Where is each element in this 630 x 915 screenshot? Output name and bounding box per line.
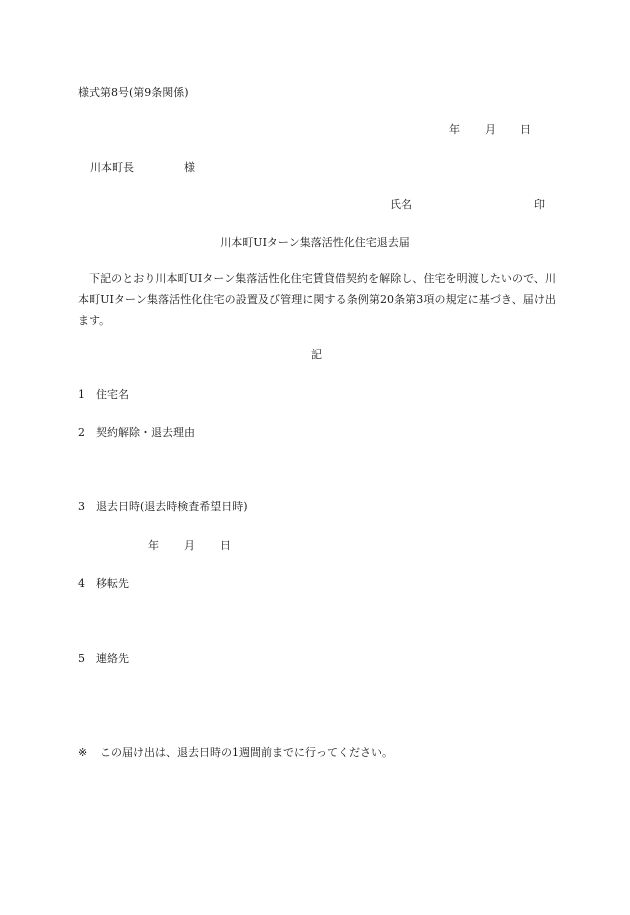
item-label: 住宅名 (96, 388, 129, 401)
note (78, 747, 393, 758)
vacate-day-label: 日 (220, 539, 231, 552)
item-number: 3 (78, 500, 85, 513)
item-new-address (78, 578, 129, 589)
item-number: 2 (78, 426, 85, 439)
body-paragraph: 下記のとおり川本町UIターン集落活性化住宅賃貸借契約を解除し、住宅を明渡したいので、川本町UIターン集落活性化住宅の設置及び管理に関する条例第20条第3項の規定に基づき、届け出ます。 (78, 272, 556, 327)
form-number: 様式第8号(第9条関係) (78, 86, 189, 99)
item-contact (78, 653, 129, 664)
item-number: 1 (78, 388, 85, 401)
vacate-month-label: 月 (184, 539, 195, 552)
item-label: 連絡先 (96, 652, 129, 665)
item-housing-name (78, 389, 129, 400)
item-label: 契約解除・退去理由 (96, 426, 195, 439)
record-heading: 記 (311, 348, 322, 361)
item-number: 5 (78, 652, 85, 665)
addressee-honorific: 様 (184, 161, 195, 174)
seal-mark: 印 (534, 198, 545, 211)
item-number: 4 (78, 577, 85, 590)
item-vacate-datetime (78, 501, 248, 512)
item-label: 移転先 (96, 577, 129, 590)
addressee-name: 川本町長 (90, 161, 134, 174)
date-day-label: 日 (520, 123, 531, 136)
applicant-name-label: 氏名 (390, 198, 412, 211)
document-title: 川本町UIターン集落活性化住宅退去届 (220, 236, 410, 249)
date-year-label: 年 (449, 123, 460, 136)
item-termination-reason (78, 427, 195, 438)
note-mark: ※ (78, 746, 88, 759)
date-month-label: 月 (485, 123, 496, 136)
item-label: 退去日時(退去時検査希望日時) (96, 500, 248, 513)
vacate-year-label: 年 (148, 539, 159, 552)
note-text: この届け出は、退去日時の1週間前までに行ってください。 (100, 746, 393, 759)
